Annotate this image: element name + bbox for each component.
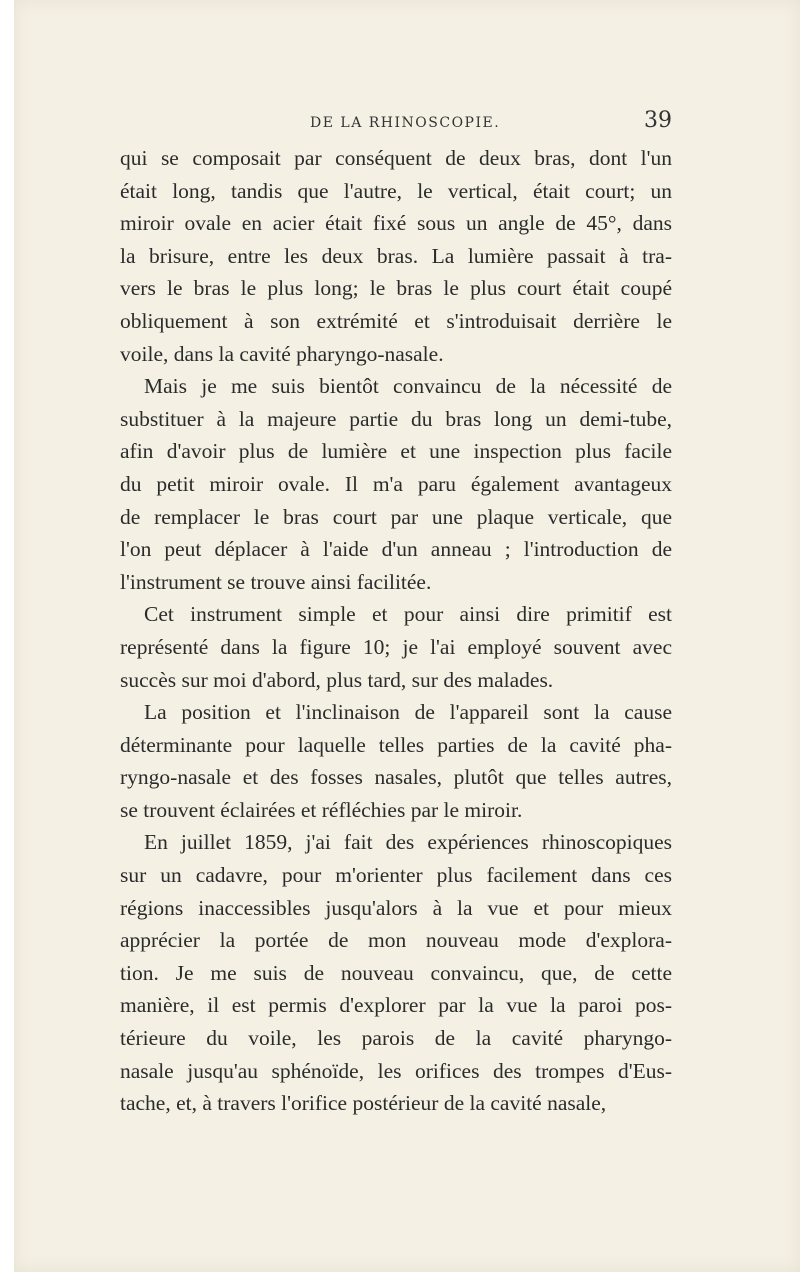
- text-line: manière, il est permis d'explorer par la vue la paroi pos-: [120, 993, 672, 1018]
- book-page: [14, 0, 800, 1272]
- running-header: [120, 108, 672, 142]
- text-line: obliquement à son extrémité et s'introduisait derrière le: [120, 308, 672, 333]
- text-line: Cet instrument simple et pour ainsi dire primitif est: [144, 602, 672, 627]
- text-line: qui se composait par conséquent de deux bras, dont l'un: [120, 146, 672, 170]
- text-line: du petit miroir ovale. Il m'a paru également avantageux: [120, 471, 672, 496]
- body-text: [120, 142, 672, 1120]
- paragraph: [120, 696, 672, 826]
- text-line: l'instrument se trouve ainsi facilitée.: [120, 569, 432, 594]
- text-line: térieure du voile, les parois de la cavité pharyngo-: [120, 1026, 672, 1051]
- text-line: nasale jusqu'au sphénoïde, les orifices des trompes d'Eus-: [120, 1058, 672, 1083]
- paragraph: [120, 826, 672, 1119]
- text-line: déterminante pour laquelle telles parties de la cavité pha-: [120, 732, 672, 757]
- text-line: miroir ovale en acier était fixé sous un angle de 45°, dans: [120, 211, 672, 236]
- text-line: En juillet 1859, j'ai fait des expériences rhinoscopiques: [144, 830, 672, 855]
- text-line: succès sur moi d'abord, plus tard, sur des malades.: [120, 667, 554, 692]
- text-line: représenté dans la figure 10; je l'ai employé souvent avec: [120, 634, 672, 659]
- text-line: Mais je me suis bientôt convaincu de la nécessité de: [144, 374, 672, 399]
- text-line: sur un cadavre, pour m'orienter plus facilement dans ces: [120, 863, 672, 888]
- text-line: substituer à la majeure partie du bras long un demi-tube,: [120, 406, 672, 431]
- text-line: afin d'avoir plus de lumière et une inspection plus facile: [120, 439, 672, 464]
- running-title: DE LA RHINOSCOPIE.: [310, 115, 501, 131]
- text-line: tion. Je me suis de nouveau convaincu, que, de cette: [120, 960, 672, 985]
- text-line: se trouvent éclairées et réfléchies par le miroir.: [120, 797, 523, 822]
- text-line: de remplacer le bras court par une plaque verticale, que: [120, 504, 672, 529]
- text-line: apprécier la portée de mon nouveau mode d'explora-: [120, 928, 672, 953]
- text-line: La position et l'inclinaison de l'appareil sont la cause: [144, 700, 672, 725]
- text-line: voile, dans la cavité pharyngo-nasale.: [120, 341, 444, 366]
- text-line: vers le bras le plus long; le bras le plus court était coupé: [120, 276, 672, 301]
- text-line: ryngo-nasale et des fosses nasales, plutôt que telles autres,: [120, 765, 672, 790]
- paragraph: [120, 370, 672, 598]
- text-line: tache, et, à travers l'orifice postérieur de la cavité nasale,: [120, 1091, 607, 1116]
- text-line: régions inaccessibles jusqu'alors à la vue et pour mieux: [120, 895, 672, 920]
- paragraph: [120, 598, 672, 696]
- text-line: l'on peut déplacer à l'aide d'un anneau ; l'introduction de: [120, 537, 672, 562]
- text-line: la brisure, entre les deux bras. La lumière passait à tra-: [120, 243, 672, 268]
- text-line: était long, tandis que l'autre, le vertical, était court; un: [120, 178, 672, 203]
- paragraph: [120, 142, 672, 370]
- page-number: 39: [644, 108, 672, 133]
